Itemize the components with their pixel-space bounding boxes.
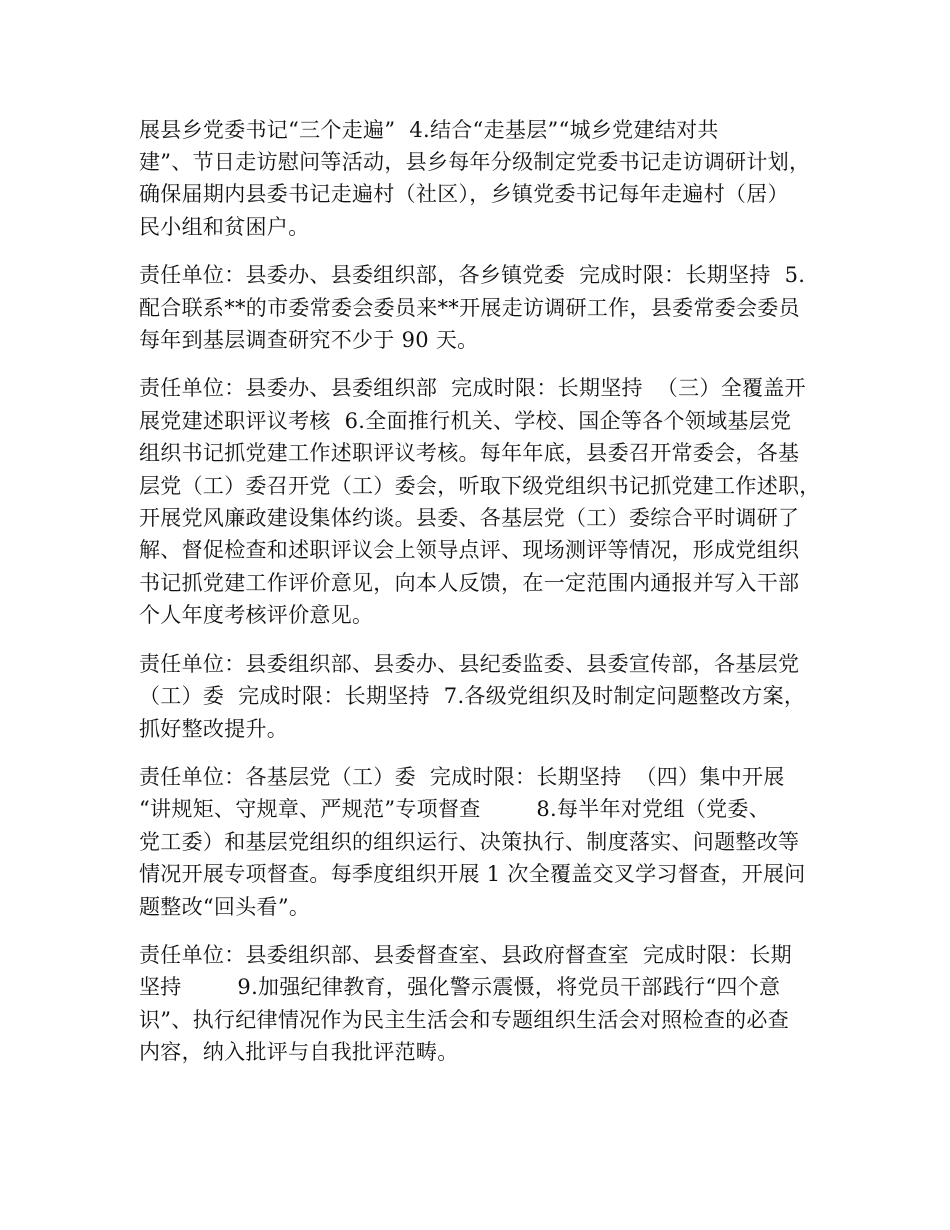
- text-line: 每年到基层调查研究不少于 90 天。: [139, 328, 479, 352]
- text-line: 识”、执行纪律情况作为民主生活会和专题组织生活会对照检查的必查: [139, 1008, 790, 1032]
- text-line: （工）委 完成时限：长期坚持 7.各级党组织及时制定问题整改方案，: [139, 684, 806, 708]
- text-line: 责任单位：县委组织部、县委办、县纪委监委、县委宣传部，各基层党: [139, 652, 800, 676]
- text-line: 配合联系**的市委常委会委员来**开展走访调研工作，县委常委会委员: [139, 296, 800, 320]
- text-line: 展县乡党委书记“三个走遍” 4.结合“走基层”“城乡党建结对共: [139, 118, 719, 142]
- text-line: 责任单位：县委办、县委组织部 完成时限：长期坚持 （三）全覆盖开: [139, 376, 806, 400]
- text-line: 个人年度考核评价意见。: [139, 603, 374, 627]
- text-line: 抓好整改提升。: [139, 717, 289, 741]
- text-line: 确保届期内县委书记走遍村（社区），乡镇党委书记每年走遍村（居）: [139, 182, 789, 206]
- text-line: 层党（工）委召开党（工）委会，听取下级党组织书记抓党建工作述职，: [139, 474, 821, 498]
- text-line: 题整改“回头看”。: [139, 895, 311, 919]
- text-line: 责任单位：县委办、县委组织部，各乡镇党委 完成时限：长期坚持 5.: [139, 263, 806, 287]
- text-line: 责任单位：县委组织部、县委督查室、县政府督查室 完成时限：长期: [139, 943, 792, 967]
- text-line: 责任单位：各基层党（工）委 完成时限：长期坚持 （四）集中开展: [139, 765, 785, 789]
- text-line: 民小组和贫困户。: [139, 215, 310, 239]
- text-line: “讲规矩、守规章、严规范”专项督查 8.每半年对党组（党委、: [139, 797, 771, 821]
- text-line: 内容，纳入批评与自我批评范畴。: [139, 1040, 459, 1064]
- text-line: 展党建述职评议考核 6.全面推行机关、学校、国企等各个领域基层党: [139, 409, 792, 433]
- text-line: 开展党风廉政建设集体约谈。县委、各基层党（工）委综合平时调研了: [139, 506, 800, 530]
- text-line: 坚持 9.加强纪律教育，强化警示震慑，将党员干部践行“四个意: [139, 975, 781, 999]
- text-line: 建”、节日走访慰问等活动，县乡每年分级制定党委书记走访调研计划，: [139, 150, 811, 174]
- text-line: 组织书记抓党建工作述职评议考核。每年年底，县委召开常委会，各基: [139, 441, 800, 465]
- text-line: 党工委）和基层党组织的组织运行、决策执行、制度落实、问题整改等: [139, 830, 800, 854]
- text-line: 书记抓党建工作评价意见，向本人反馈，在一定范围内通报并写入干部: [139, 571, 800, 595]
- text-line: 情况开展专项督查。每季度组织开展 1 次全覆盖交叉学习督查，开展问: [139, 862, 806, 886]
- text-line: 解、督促检查和述职评议会上领导点评、现场测评等情况，形成党组织: [139, 538, 800, 562]
